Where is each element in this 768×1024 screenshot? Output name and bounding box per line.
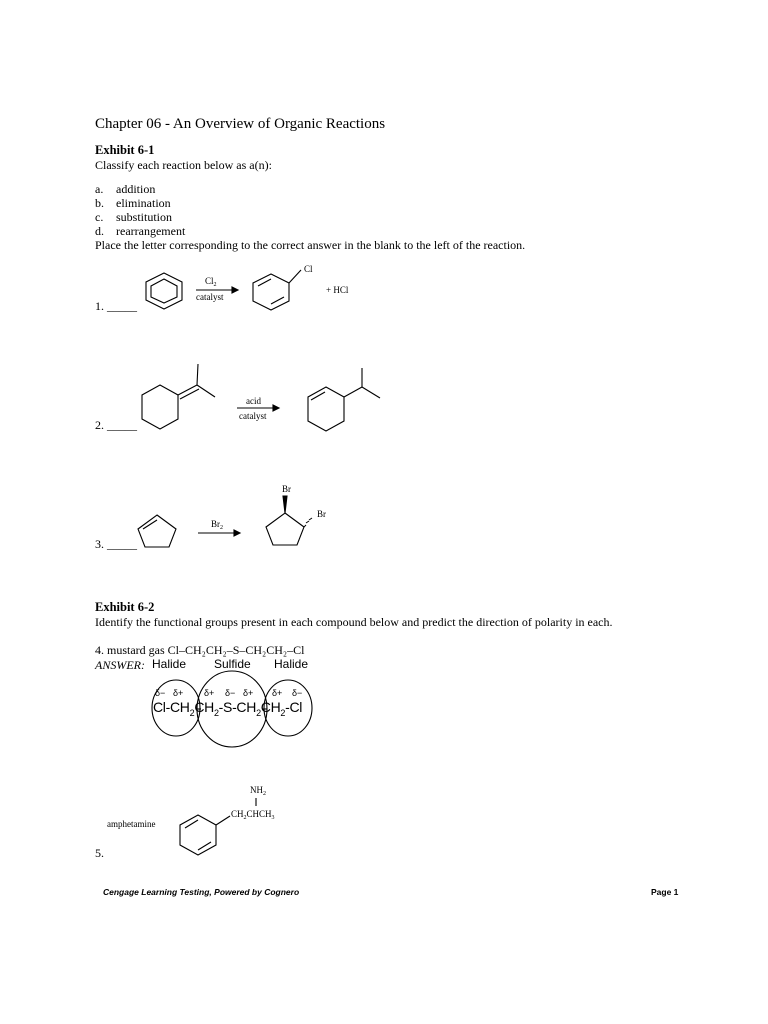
page-number: Page 1: [651, 887, 679, 897]
question-4-label: 4. mustard gas Cl–CH₂CH₂–S–CH₂CH₂–Cl: [95, 643, 305, 657]
reagent-cl2: $Cl_2$: [205, 276, 217, 288]
isopropylidenecyclohexane: [142, 364, 215, 429]
charge-c3: δ+: [243, 688, 254, 698]
reaction-3-arrow: [198, 519, 240, 536]
cyclopentene: [138, 515, 176, 547]
acid-label: acid: [246, 396, 261, 406]
option-text: rearrangement: [116, 224, 186, 238]
question-5-number: 5.: [95, 846, 104, 860]
chlorobenzene-product: [253, 264, 313, 310]
chlorine-substituent: Cl: [304, 264, 313, 274]
bromine-right: Br: [317, 509, 326, 519]
catalyst-label: catalyst: [239, 411, 267, 421]
page-title: Chapter 06 - An Overview of Organic Reactions: [95, 116, 386, 132]
question-2-blank[interactable]: 2. _____: [95, 418, 137, 432]
hcl-byproduct: + HCl: [326, 285, 349, 295]
side-chain: $CH_2CHCH_3$: [231, 809, 275, 821]
option-letter: a.: [95, 182, 104, 196]
charge-s: δ−: [225, 688, 236, 698]
isopropylcyclohexene: [308, 368, 380, 431]
dibromocyclopentane: [266, 484, 326, 545]
catalyst-label: catalyst: [196, 292, 224, 302]
question-1-blank[interactable]: 1. _____: [95, 299, 137, 313]
question-3-blank[interactable]: 3. _____: [95, 537, 137, 551]
bromine-top: Br: [282, 484, 291, 494]
answer-label: ANSWER:: [95, 658, 145, 672]
amphetamine-label: amphetamine: [107, 819, 156, 829]
reaction-2-arrow: [237, 396, 279, 421]
charge-c1: δ+: [173, 688, 184, 698]
benzene-reactant: [146, 273, 182, 309]
charge-cl-left: δ−: [155, 688, 166, 698]
charge-c4: δ+: [272, 688, 283, 698]
group-halide-left: Halide: [152, 657, 187, 671]
exhibit-6-2-instruction: Identify the functional groups present in each compound below and predict the direction of polarity in each.: [95, 615, 613, 629]
exhibit-6-2-heading: Exhibit 6-2: [95, 600, 155, 614]
reaction-1-arrow: [196, 276, 238, 302]
option-letter: c.: [95, 210, 104, 224]
charge-c2: δ+: [204, 688, 215, 698]
charge-cl-right: δ−: [292, 688, 303, 698]
group-halide-right: Halide: [274, 657, 309, 671]
option-letter: d.: [95, 224, 104, 238]
option-text: elimination: [116, 196, 171, 210]
option-text: addition: [116, 182, 156, 196]
exhibit-6-1-heading: Exhibit 6-1: [95, 143, 155, 157]
option-letter: b.: [95, 196, 104, 210]
option-text: substitution: [116, 210, 173, 224]
reagent-br2: $Br_2$: [211, 519, 223, 531]
placement-note: Place the letter corresponding to the correct answer in the blank to the left of the reaction.: [95, 238, 526, 252]
amphetamine-structure: [180, 785, 275, 855]
amine-group: $NH_2$: [250, 785, 266, 797]
mustard-gas-formula: $Cl-CH_2CH_2-S-CH_2CH_2-Cl$: [153, 699, 303, 718]
footer-credit: Cengage Learning Testing, Powered by Cognero: [103, 887, 300, 897]
group-sulfide: Sulfide: [214, 657, 251, 671]
exhibit-6-1-instruction: Classify each reaction below as a(n):: [95, 158, 272, 172]
